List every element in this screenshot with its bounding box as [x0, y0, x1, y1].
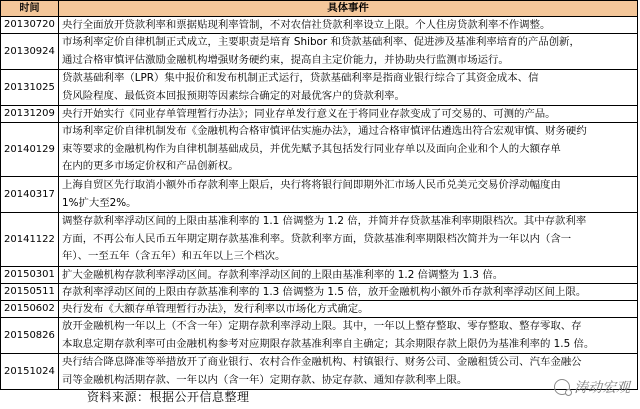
table-row — [1, 267, 638, 284]
row-event: 贷款基础利率（LPR）集中报价和发布机制正式运行，贷款基础利率是指商业银行综合了其资金成本、信 贷风险程度、最低资本回报预期等因素综合确定的对最优客户的贷款利率。 — [59, 70, 638, 105]
row-event: 央行全面放开贷款利率和票据贴现利率管制，不对农信社贷款利率设立上限。个人住房贷款利率不作调整。 — [59, 17, 638, 33]
row-event: 上海自贸区先行取消小额外币存款利率上限后，央行将将银行间即期外汇市场人民币兑美元交易价浮动幅度由 1%扩大至2%。 — [59, 177, 638, 212]
row-event: 存款利率浮动区间的上限由存款基准利率的 1.3 倍调整为 1.5 倍，放开金融机构小额外币存款利率浮动区间上限。 — [59, 284, 638, 300]
row-event: 央行结合降息降准等举措放开了商业银行、农村合作金融机构、村镇银行、财务公司、金融租赁公司、汽车金融公 司等金融机构活期存款、一年以内（含一年）定期存款、协定存款、通知存款利率上限。 — [59, 354, 638, 389]
row-event: 市场利率定价自律机制发布《金融机构合格审慎评估实施办法》，通过合格审慎评估遴选出符合宏观审慎、财务硬约 束等要求的金融机构作为自律机制基础成员，并优先赋予其包括发行同业存单以及面向企业和个人的大额存单 在内的更多市场定价权和产品创新权。 — [59, 123, 638, 176]
row-date: 20150301 — [1, 267, 59, 283]
header-date: 时间 — [1, 1, 59, 16]
row-date: 20140317 — [1, 177, 59, 212]
row-date: 20141122 — [1, 213, 59, 266]
row-date: 20130720 — [1, 17, 59, 33]
table-row — [1, 354, 638, 390]
row-date: 20150602 — [1, 301, 59, 317]
wechat-icon — [554, 379, 570, 395]
table-row — [1, 177, 638, 213]
table-row — [1, 213, 638, 267]
row-date: 20151024 — [1, 354, 59, 389]
row-date: 20140129 — [1, 123, 59, 176]
table-row — [1, 17, 638, 34]
row-event: 调整存款利率浮动区间的上限由基准利率的 1.1 倍调整为 1.2 倍，并简并存贷款基准利率期限档次。其中存款利率 方面，不再公布人民币五年期定期存款基准利率。贷款利率方面，贷款基准利率期限档次简并为一年以内（含一 年）、一至五年（含五年）和五年以上三个档次。 — [59, 213, 638, 266]
row-date: 20131025 — [1, 70, 59, 105]
table-row — [1, 123, 638, 177]
watermark-text: 涛动宏观 — [574, 380, 630, 396]
row-date: 20130924 — [1, 34, 59, 69]
row-date: 20150511 — [1, 284, 59, 300]
table-row — [1, 318, 638, 354]
table-row — [1, 70, 638, 106]
row-date: 20150826 — [1, 318, 59, 353]
table-row — [1, 284, 638, 301]
table-row — [1, 106, 638, 123]
row-event: 央行发布《大额存单管理暂行办法》，发行利率以市场化方式确定。 — [59, 301, 638, 317]
table-row — [1, 34, 638, 70]
row-event: 市场利率定价自律机制正式成立，主要职责是培育 Shibor 和贷款基础利率、促进涉及基准利率培育的产品创新， 通过合格审慎评估激励金融机构增强财务硬约束，提高自主定价能力，并协助央行监测市场运行。 — [59, 34, 638, 69]
row-event: 央行开始实行《同业存单管理暂行办法》；同业存单发行意义在于将同业存款变成了可交易的、可测的产品。 — [59, 106, 638, 122]
row-event: 扩大金融机构存款利率浮动区间。存款利率浮动区间的上限由基准利率的 1.2 倍调整为 1.3 倍。 — [59, 267, 638, 283]
row-date: 20131209 — [1, 106, 59, 122]
table-row — [1, 301, 638, 318]
source-note: 资料来源：根据公开信息整理 — [87, 390, 250, 404]
watermark — [554, 377, 630, 397]
row-event: 放开金融机构一年以上（不含一年）定期存款利率浮动上限。其中，一年以上整存整取、零存整取、整存零取、存 本取息定期存款利率可由金融机构参考对应期限存款基准利率自主确定；其余期限存款上限仍为基准利率的 1.5 倍。 — [59, 318, 638, 353]
table-header-row — [1, 1, 638, 17]
header-event: 具体事件 — [59, 1, 638, 16]
